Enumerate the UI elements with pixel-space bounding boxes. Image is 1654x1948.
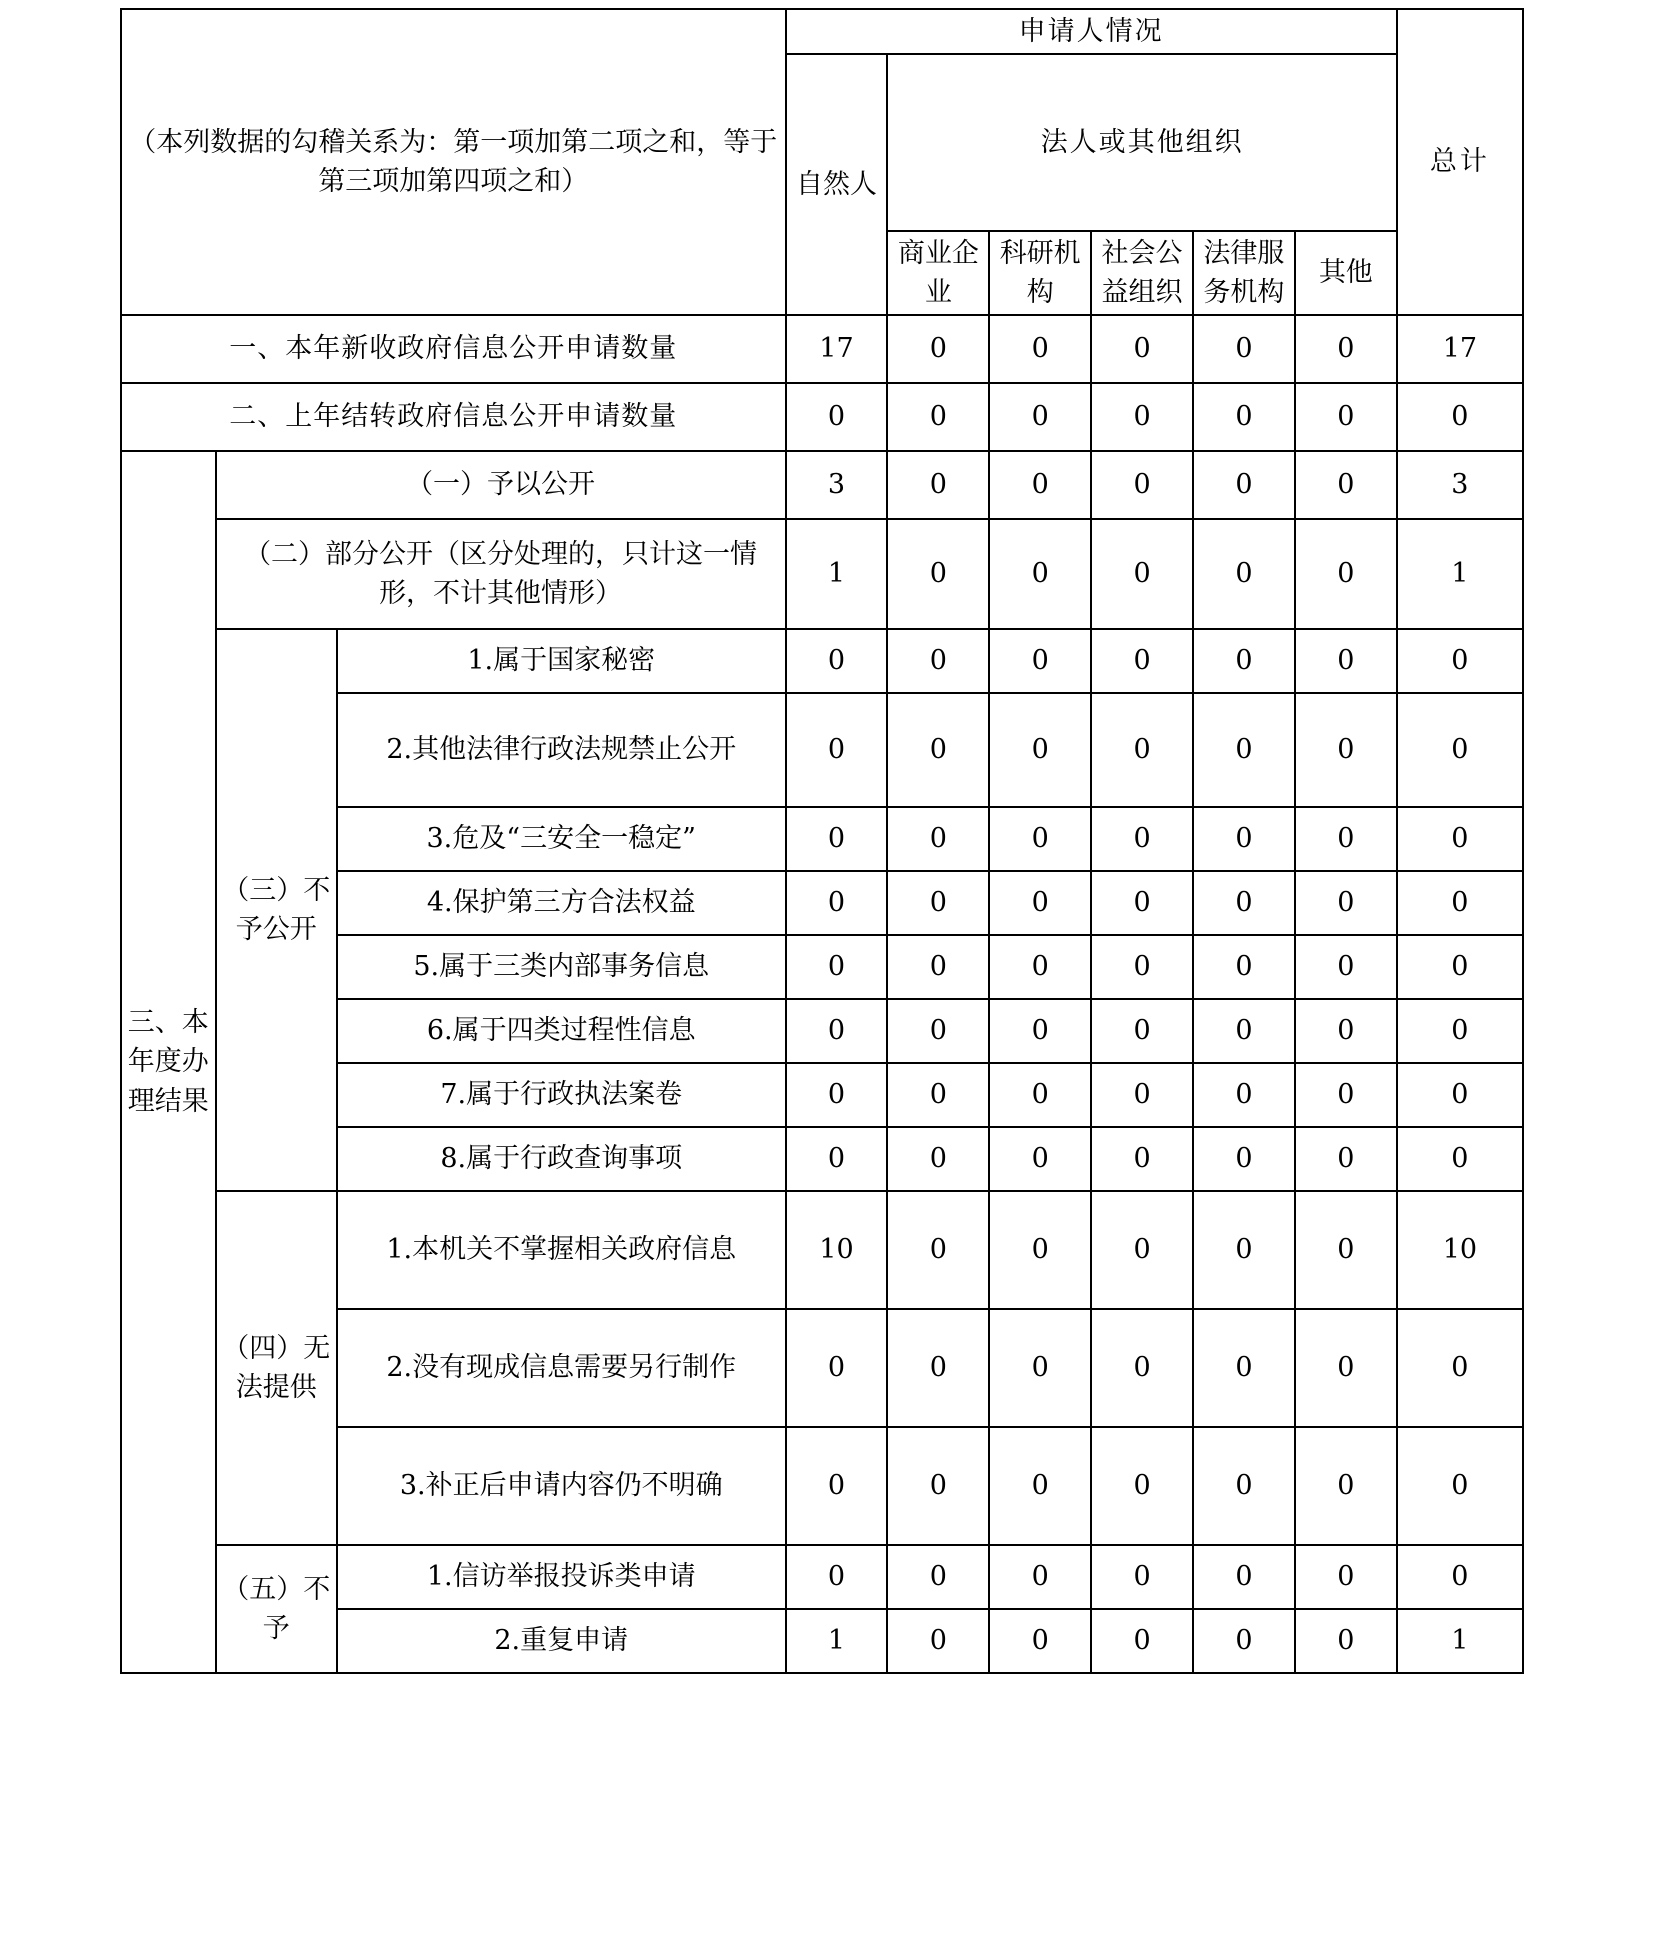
cell-value: 0	[1295, 383, 1397, 451]
cell-value: 0	[1295, 1127, 1397, 1191]
cell-value: 0	[1397, 1127, 1523, 1191]
cell-value: 0	[1193, 315, 1295, 383]
cell-value: 0	[887, 315, 989, 383]
cell-value: 0	[1295, 1063, 1397, 1127]
cell-value: 0	[1091, 383, 1193, 451]
cell-value: 0	[887, 1063, 989, 1127]
section-label-this-year-results: 三、本年度办理结果	[121, 451, 216, 1673]
cell-value: 17	[1397, 315, 1523, 383]
cell-value: 0	[887, 1609, 989, 1673]
cell-value: 3	[786, 451, 888, 519]
cell-value: 0	[887, 1191, 989, 1309]
cell-value: 0	[1397, 1063, 1523, 1127]
cell-value: 0	[1295, 315, 1397, 383]
cell-value: 0	[786, 1127, 888, 1191]
cell-value: 0	[1091, 1191, 1193, 1309]
cell-value: 0	[1295, 999, 1397, 1063]
cell-value: 10	[1397, 1191, 1523, 1309]
table-row	[121, 451, 1523, 519]
cell-value: 0	[1193, 1609, 1295, 1673]
row-label-cp-1: 1.本机关不掌握相关政府信息	[337, 1191, 786, 1309]
cell-value: 0	[1295, 1609, 1397, 1673]
cell-value: 0	[786, 1427, 888, 1545]
cell-value: 0	[989, 1545, 1091, 1609]
header-research-institution: 科研机构	[989, 231, 1091, 315]
row-label-nd-2: 2.其他法律行政法规禁止公开	[337, 693, 786, 807]
row-label-new-received: 一、本年新收政府信息公开申请数量	[121, 315, 786, 383]
cell-value: 0	[887, 1127, 989, 1191]
header-social-welfare-org: 社会公益组织	[1091, 231, 1193, 315]
cell-value: 0	[887, 935, 989, 999]
cell-value: 0	[989, 1309, 1091, 1427]
cell-value: 0	[1295, 1191, 1397, 1309]
cell-value: 0	[1193, 451, 1295, 519]
cell-value: 0	[887, 629, 989, 693]
cell-value: 0	[1397, 383, 1523, 451]
row-label-nd-4: 4.保护第三方合法权益	[337, 871, 786, 935]
cell-value: 1	[1397, 519, 1523, 629]
cell-value: 0	[1193, 693, 1295, 807]
cell-value: 0	[1193, 1545, 1295, 1609]
header-applicant-group: 申请人情况	[786, 9, 1397, 54]
cell-value: 0	[1091, 935, 1193, 999]
cell-value: 0	[989, 629, 1091, 693]
cell-value: 0	[989, 383, 1091, 451]
cell-value: 0	[1397, 1545, 1523, 1609]
cell-value: 0	[887, 1545, 989, 1609]
cell-value: 0	[1397, 629, 1523, 693]
cell-value: 0	[786, 383, 888, 451]
cell-value: 0	[989, 519, 1091, 629]
cell-value: 0	[1193, 383, 1295, 451]
cell-value: 0	[1295, 693, 1397, 807]
cell-value: 0	[1295, 807, 1397, 871]
cell-value: 0	[1091, 315, 1193, 383]
cell-value: 0	[1193, 629, 1295, 693]
cell-value: 0	[1193, 1309, 1295, 1427]
cell-value: 0	[1295, 935, 1397, 999]
table-row	[121, 1545, 1523, 1609]
section-label-cannot-provide: （四）无法提供	[216, 1191, 337, 1545]
header-natural-person: 自然人	[786, 54, 888, 315]
cell-value: 0	[1193, 1063, 1295, 1127]
cell-value: 0	[1193, 807, 1295, 871]
cell-value: 0	[887, 1309, 989, 1427]
cell-value: 0	[887, 999, 989, 1063]
cell-value: 0	[1091, 693, 1193, 807]
cell-value: 0	[1295, 629, 1397, 693]
cell-value: 0	[1193, 1191, 1295, 1309]
cell-value: 0	[1397, 999, 1523, 1063]
note-cell: （本列数据的勾稽关系为：第一项加第二项之和，等于第三项加第四项之和）	[121, 9, 786, 315]
cell-value: 0	[1397, 871, 1523, 935]
cell-value: 0	[1295, 871, 1397, 935]
cell-value: 0	[1091, 999, 1193, 1063]
cell-value: 0	[1295, 1427, 1397, 1545]
cell-value: 0	[989, 1427, 1091, 1545]
cell-value: 0	[989, 1191, 1091, 1309]
cell-value: 0	[989, 871, 1091, 935]
cell-value: 0	[1397, 935, 1523, 999]
row-label-cp-3: 3.补正后申请内容仍不明确	[337, 1427, 786, 1545]
header-other: 其他	[1295, 231, 1397, 315]
row-label-np-2: 2.重复申请	[337, 1609, 786, 1673]
cell-value: 0	[1193, 999, 1295, 1063]
cell-value: 0	[989, 315, 1091, 383]
cell-value: 0	[786, 871, 888, 935]
cell-value: 1	[786, 519, 888, 629]
table-row	[121, 383, 1523, 451]
row-label-nd-7: 7.属于行政执法案卷	[337, 1063, 786, 1127]
cell-value: 0	[786, 693, 888, 807]
cell-value: 0	[1091, 807, 1193, 871]
cell-value: 0	[989, 693, 1091, 807]
cell-value: 0	[786, 1545, 888, 1609]
table-row	[121, 315, 1523, 383]
cell-value: 0	[887, 693, 989, 807]
cell-value: 0	[989, 935, 1091, 999]
row-label-item1-disclose: （一）予以公开	[216, 451, 786, 519]
cell-value: 0	[1397, 1309, 1523, 1427]
cell-value: 0	[887, 1427, 989, 1545]
cell-value: 0	[1091, 1545, 1193, 1609]
row-label-nd-3: 3.危及“三安全一稳定”	[337, 807, 786, 871]
header-total: 总计	[1397, 9, 1523, 315]
cell-value: 0	[1295, 1309, 1397, 1427]
cell-value: 0	[989, 1127, 1091, 1191]
cell-value: 0	[989, 1609, 1091, 1673]
cell-value: 0	[1193, 1127, 1295, 1191]
cell-value: 0	[1193, 1427, 1295, 1545]
cell-value: 0	[1397, 807, 1523, 871]
cell-value: 0	[1295, 519, 1397, 629]
cell-value: 0	[786, 1309, 888, 1427]
cell-value: 0	[887, 383, 989, 451]
cell-value: 0	[1091, 1609, 1193, 1673]
cell-value: 1	[1397, 1609, 1523, 1673]
row-label-nd-5: 5.属于三类内部事务信息	[337, 935, 786, 999]
table-row	[121, 1191, 1523, 1309]
section-label-not-processed: （五）不予	[216, 1545, 337, 1673]
cell-value: 0	[1193, 935, 1295, 999]
cell-value: 0	[1091, 871, 1193, 935]
table-row	[121, 629, 1523, 693]
row-label-np-1: 1.信访举报投诉类申请	[337, 1545, 786, 1609]
cell-value: 0	[786, 935, 888, 999]
cell-value: 0	[1397, 1427, 1523, 1545]
cell-value: 0	[1193, 519, 1295, 629]
cell-value: 0	[887, 871, 989, 935]
cell-value: 0	[1091, 629, 1193, 693]
cell-value: 0	[1091, 451, 1193, 519]
row-label-cp-2: 2.没有现成信息需要另行制作	[337, 1309, 786, 1427]
cell-value: 0	[989, 451, 1091, 519]
cell-value: 0	[989, 999, 1091, 1063]
row-label-nd-1: 1.属于国家秘密	[337, 629, 786, 693]
cell-value: 0	[786, 999, 888, 1063]
cell-value: 0	[1091, 1063, 1193, 1127]
cell-value: 10	[786, 1191, 888, 1309]
cell-value: 0	[1091, 1309, 1193, 1427]
row-label-item2-partial: （二）部分公开（区分处理的，只计这一情形，不计其他情形）	[216, 519, 786, 629]
header-commercial-enterprise: 商业企业	[887, 231, 989, 315]
cell-value: 0	[887, 807, 989, 871]
cell-value: 17	[786, 315, 888, 383]
cell-value: 0	[887, 451, 989, 519]
cell-value: 0	[1193, 871, 1295, 935]
section-label-not-disclosed: （三）不予公开	[216, 629, 337, 1191]
cell-value: 0	[786, 629, 888, 693]
cell-value: 0	[1091, 519, 1193, 629]
cell-value: 3	[1397, 451, 1523, 519]
row-label-nd-6: 6.属于四类过程性信息	[337, 999, 786, 1063]
table-row	[121, 519, 1523, 629]
cell-value: 0	[989, 1063, 1091, 1127]
cell-value: 0	[989, 807, 1091, 871]
row-label-nd-8: 8.属于行政查询事项	[337, 1127, 786, 1191]
cell-value: 0	[786, 807, 888, 871]
cell-value: 0	[887, 519, 989, 629]
cell-value: 0	[1295, 451, 1397, 519]
header-row-1	[121, 9, 1523, 54]
cell-value: 0	[1091, 1127, 1193, 1191]
cell-value: 0	[786, 1063, 888, 1127]
cell-value: 0	[1397, 693, 1523, 807]
cell-value: 1	[786, 1609, 888, 1673]
header-legal-service-org: 法律服务机构	[1193, 231, 1295, 315]
header-legal-person-group: 法人或其他组织	[887, 54, 1396, 231]
government-info-disclosure-table	[120, 8, 1524, 1674]
cell-value: 0	[1091, 1427, 1193, 1545]
cell-value: 0	[1295, 1545, 1397, 1609]
row-label-carried-over: 二、上年结转政府信息公开申请数量	[121, 383, 786, 451]
